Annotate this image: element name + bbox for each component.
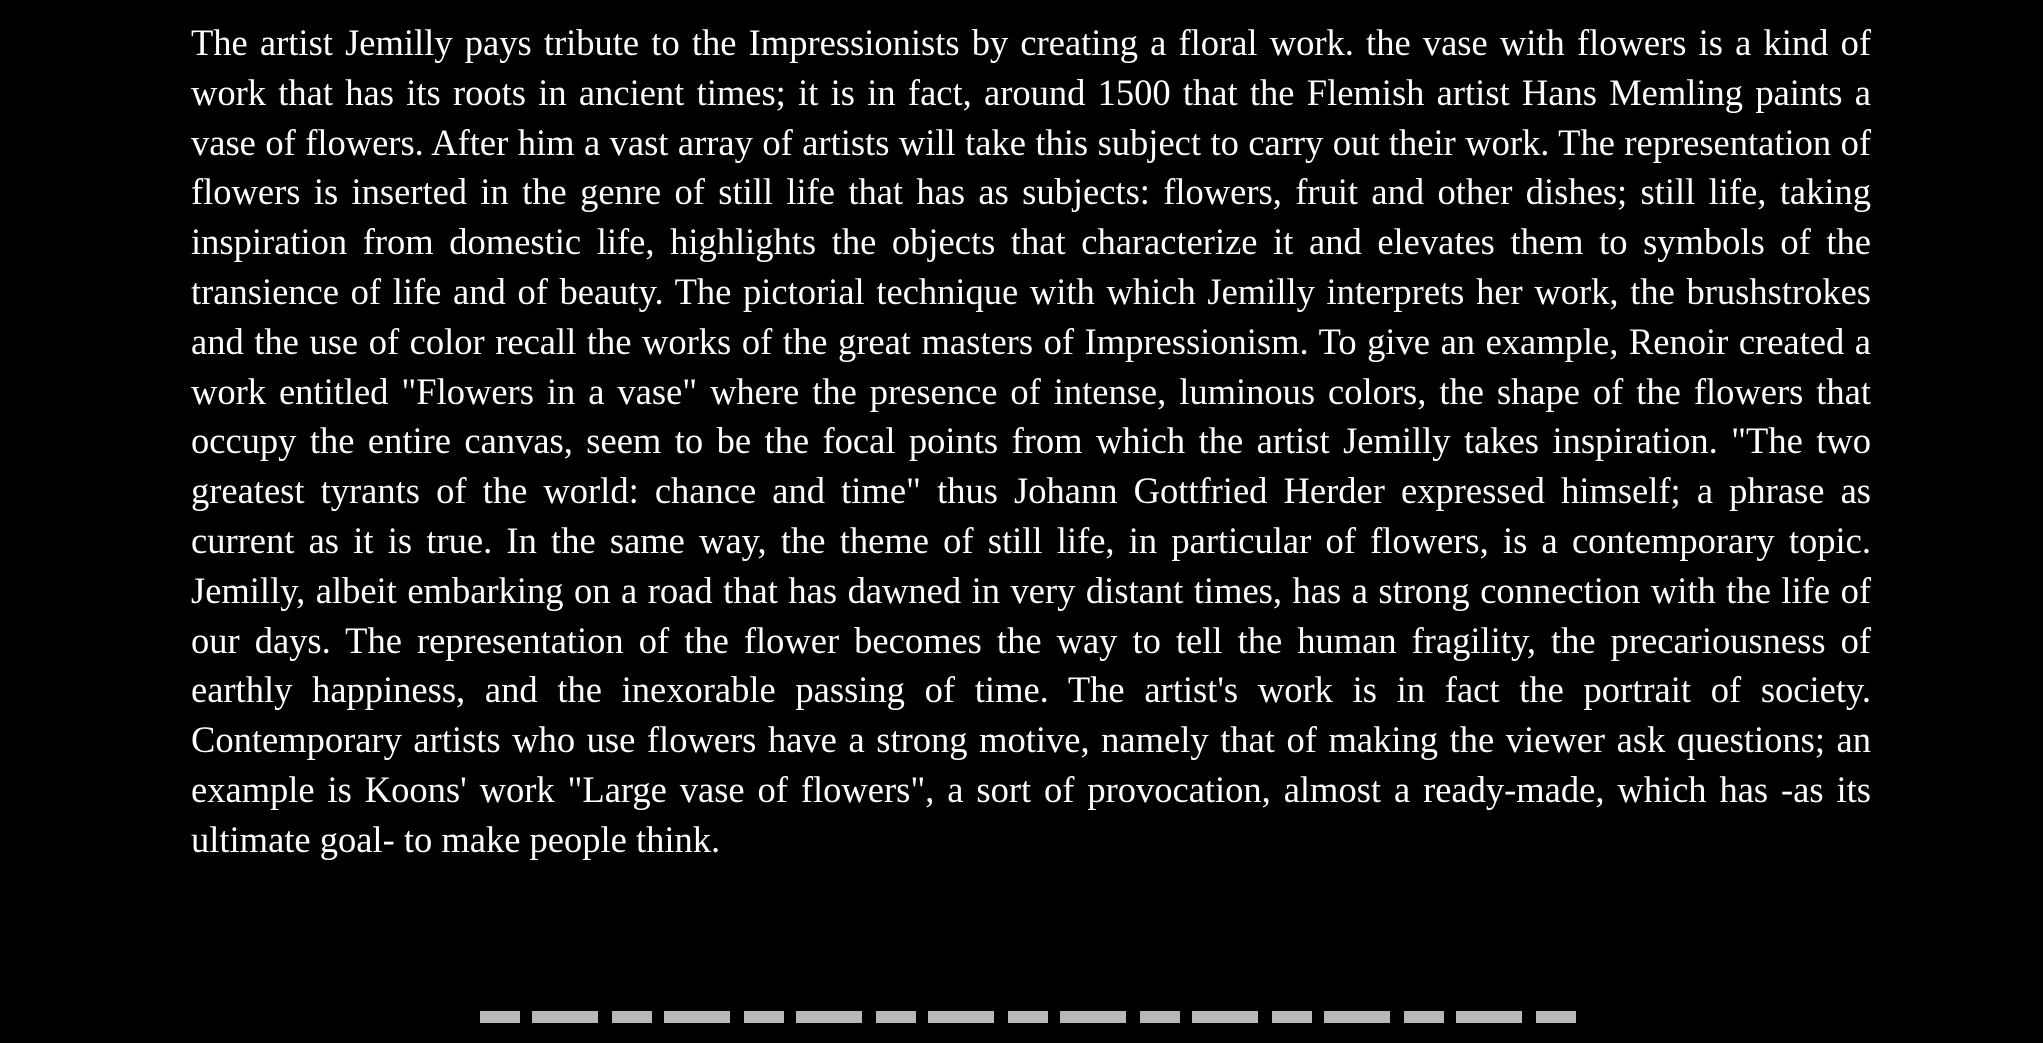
cut-off-text-line: [480, 1003, 1580, 1043]
article-paragraph: The artist Jemilly pays tribute to the Impressionists by creating a floral work. the vase with flowers is a kind of work that has its roots in ancient times; it is in fact, around 1500 that the Flemish artist Hans Memling paints a vase of flowers. After him a vast array of artists will take this subject to carry out their work. The representation of flowers is inserted in the genre of still life that has as subjects: flowers, fruit and other dishes; still life, taking inspiration from domestic life, highlights the objects that characterize it and elevates them to symbols of the transience of life and of beauty. The pictorial technique with which Jemilly interprets her work, the brushstrokes and the use of color recall the works of the great masters of Impressionism. To give an example, Renoir created a work entitled "Flowers in a vase" where the presence of intense, luminous colors, the shape of the flowers that occupy the entire canvas, seem to be the focal points from which the artist Jemilly takes inspiration. "The two greatest tyrants of the world: chance and time" thus Johann Gottfried Herder expressed himself; a phrase as current as it is true. In the same way, the theme of still life, in particular of flowers, is a contemporary topic. Jemilly, albeit embarking on a road that has dawned in very distant times, has a strong connection with the life of our days. The representation of the flower becomes the way to tell the human fragility, the precariousness of earthly happiness, and the inexorable passing of time. The artist's work is in fact the portrait of society. Contemporary artists who use flowers have a strong motive, namely that of making the viewer ask questions; an example is Koons' work "Large vase of flowers", a sort of provocation, almost a ready-made, which has -as its ultimate goal- to make people think.: [191, 22, 1871, 860]
